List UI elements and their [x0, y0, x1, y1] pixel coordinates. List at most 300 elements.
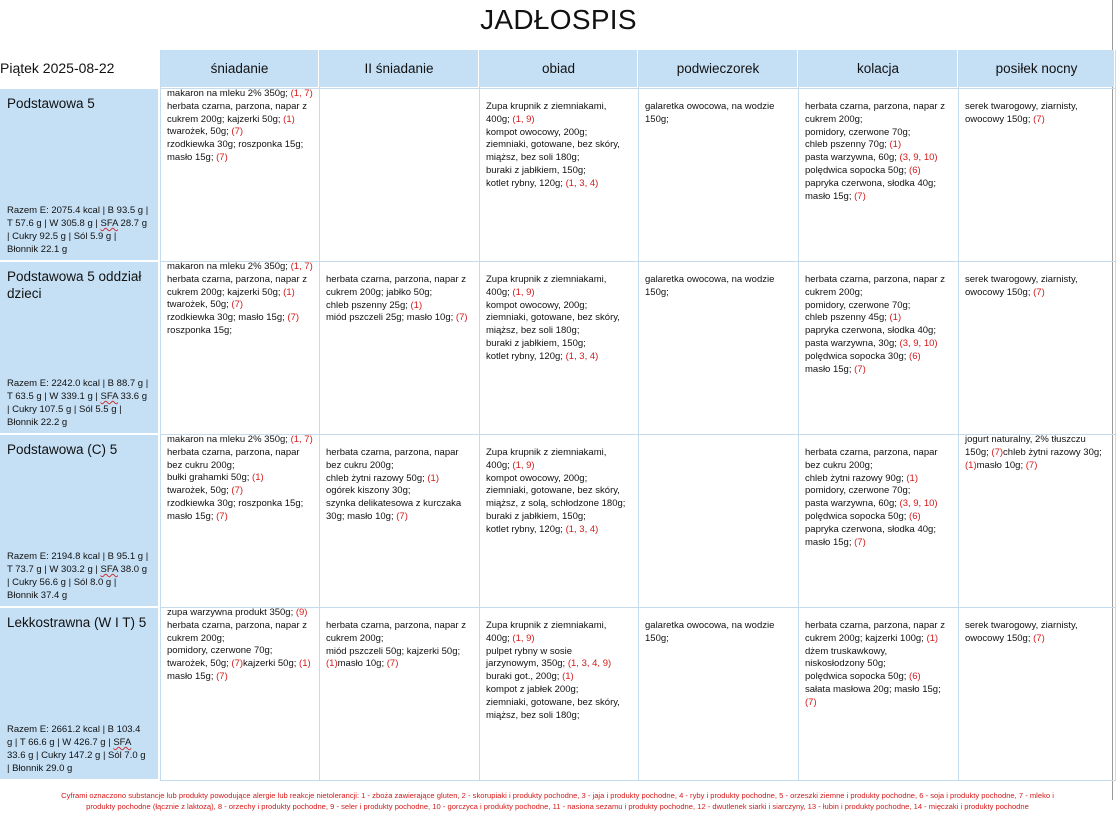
- menu-line: [167, 312, 315, 325]
- menu-line: [326, 646, 475, 659]
- allergen-codes: (7): [231, 299, 244, 311]
- allergen-codes: (1): [283, 286, 295, 298]
- column-header-1: śniadanie: [161, 50, 318, 87]
- menu-line: [167, 633, 315, 646]
- allergen-codes: (1, 9): [512, 459, 535, 471]
- summary-line: Błonnik 37.4 g: [7, 590, 68, 601]
- menu-line: [486, 351, 634, 364]
- menu-line: [805, 537, 954, 550]
- menu-line: [805, 191, 954, 204]
- menu-line: [645, 620, 794, 633]
- allergen-codes: (1, 7): [290, 434, 313, 445]
- grid-vline: [479, 50, 480, 781]
- allergen-codes: (6): [909, 510, 921, 522]
- allergen-codes: (1, 3, 4): [565, 523, 599, 535]
- menu-line: [805, 274, 954, 287]
- menu-line: [486, 684, 634, 697]
- allergen-codes: (7): [854, 190, 866, 202]
- menu-line: [965, 434, 1111, 447]
- menu-line: [965, 447, 1111, 460]
- summary-text: g | T 66.6 g | W 426.7 g |: [7, 737, 114, 748]
- menu-line: [486, 139, 634, 152]
- meal-cell-śniadanie: [167, 88, 318, 165]
- dish-text: cukrem 200g;: [326, 632, 384, 644]
- menu-line: [326, 658, 475, 671]
- allergen-codes: (1, 9): [512, 113, 535, 125]
- dish-text: twarożek, 50g;: [167, 658, 232, 670]
- menu-line: [805, 312, 954, 325]
- dish-text: makaron na mleku 2% 350g;: [167, 434, 291, 445]
- grid-vline: [319, 50, 320, 781]
- sfa-label: SFA: [100, 218, 118, 229]
- dish-text: 400g;: [486, 113, 513, 125]
- allergen-codes: (1): [299, 658, 311, 670]
- meal-cell-kolacja: [805, 620, 957, 710]
- summary-line: | Cukry 107.5 g | Sól 5.5 g |: [7, 404, 122, 415]
- menu-line: [167, 658, 315, 671]
- dish-text: herbata czarna, parzona, napar z: [167, 273, 307, 285]
- meal-cell-II-śniadanie: [326, 274, 478, 325]
- column-header-6: posiłek nocny: [959, 50, 1114, 87]
- diet-nutrition-summary: [7, 204, 154, 256]
- page-title: JADŁOSPIS: [480, 4, 637, 35]
- grid-vline: [958, 50, 959, 781]
- dish-text: cukrem 200g; kajzerki 100g;: [805, 632, 927, 644]
- menu-line: [645, 101, 794, 114]
- meal-cell-obiad: [486, 274, 637, 364]
- dish-text: ziemniaki, gotowane, bez skóry,: [486, 485, 620, 497]
- menu-line: [167, 274, 315, 287]
- allergen-codes: (1): [965, 459, 977, 471]
- meal-cell-kolacja: [805, 447, 957, 549]
- menu-line: [645, 274, 794, 287]
- menu-line: [167, 152, 315, 165]
- dish-text: herbata czarna, parzona, napar z: [167, 619, 307, 631]
- dish-text: sałata masłowa 20g; masło 15g;: [805, 683, 941, 695]
- menu-line: [326, 312, 475, 325]
- allergen-codes: (1): [326, 658, 338, 670]
- grid-hline: [161, 780, 1116, 781]
- allergen-codes: (7): [287, 312, 300, 324]
- summary-text: T 63.5 g | W 339.1 g |: [7, 391, 101, 402]
- menu-line: [486, 620, 634, 633]
- summary-line: | Cukry 92.5 g | Sól 5.9 g |: [7, 231, 117, 242]
- menu-line: [326, 498, 475, 511]
- menu-line: [167, 460, 315, 473]
- menu-line: [167, 299, 315, 312]
- menu-line: [486, 485, 634, 498]
- dish-text: herbata czarna, parzona, napar z: [326, 620, 466, 631]
- summary-line: Razem E: 2242.0 kcal | B 88.7 g |: [7, 378, 149, 389]
- allergen-codes: (1): [926, 632, 939, 644]
- menu-line: [965, 620, 1111, 633]
- dish-text: cukrem 200g; kajzerki 50g;: [167, 286, 284, 298]
- dish-text: roszponka 15g;: [167, 324, 232, 336]
- dish-text: 150g;: [645, 113, 669, 125]
- menu-line: [326, 485, 475, 498]
- dish-text: jarzynowym, 350g;: [486, 658, 568, 670]
- dish-text: 150g;: [645, 632, 669, 644]
- dish-text: owocowy 150g;: [965, 286, 1034, 298]
- meal-cell-posiłek-nocny: [965, 434, 1114, 472]
- menu-line: [167, 114, 315, 127]
- menu-line: [486, 460, 634, 473]
- allergen-codes: (7): [216, 510, 228, 522]
- allergen-codes: (1, 9): [512, 286, 535, 298]
- allergen-codes: (7): [216, 670, 228, 682]
- summary-text: 38.0 g: [117, 564, 147, 575]
- dish-text: herbata czarna, parzona, napar: [805, 447, 938, 458]
- summary-line: Błonnik 22.2 g: [7, 417, 68, 428]
- diet-nutrition-summary: [7, 377, 154, 429]
- menu-line: [805, 178, 954, 191]
- dish-text: kompot z jabłek 200g;: [486, 683, 579, 695]
- menu-line: [167, 511, 315, 524]
- menu-line: [805, 460, 954, 473]
- dish-text: szynka delikatesowa z kurczaka: [326, 498, 462, 510]
- allergen-codes: (7): [386, 658, 399, 670]
- summary-text: 28.7 g: [117, 218, 147, 229]
- menu-line: [965, 274, 1111, 287]
- menu-line: [805, 351, 954, 364]
- summary-line: Razem E: 2075.4 kcal | B 93.5 g |: [7, 205, 149, 216]
- dish-text: 150g;: [965, 446, 992, 458]
- dish-text: 400g;: [486, 459, 513, 471]
- dish-text: kompot owocowy, 200g;: [486, 299, 588, 311]
- menu-line: [326, 633, 475, 646]
- dish-text: ziemniaki, gotowane, bez skóry,: [486, 696, 620, 708]
- allergen-codes: (6): [909, 350, 921, 362]
- menu-line: [805, 671, 954, 684]
- menu-line: [805, 524, 954, 537]
- allergen-codes: (7): [231, 658, 244, 670]
- dish-text: masło 15g;: [167, 510, 217, 522]
- menu-line: [167, 472, 315, 485]
- dish-text: miąższ, bez soli 180g;: [486, 325, 580, 337]
- menu-line: [965, 114, 1111, 127]
- menu-line: [486, 447, 634, 460]
- menu-line: [805, 646, 954, 659]
- menu-line: [805, 633, 954, 646]
- allergen-codes: (7): [396, 510, 408, 522]
- dish-text: herbata czarna, parzona, napar z: [805, 620, 945, 631]
- dish-text: kotlet rybny, 120g;: [486, 350, 566, 362]
- dish-text: ogórek kiszony 30g;: [326, 485, 411, 497]
- diet-label: [0, 608, 158, 779]
- meal-cell-podwieczorek: [645, 620, 797, 646]
- menu-line: [167, 434, 315, 447]
- menu-line: [167, 498, 315, 511]
- menu-line: [486, 524, 634, 537]
- summary-line: [7, 563, 154, 576]
- menu-line: [805, 684, 954, 697]
- menu-line: [486, 710, 634, 723]
- dish-text: pulpet rybny w sosie: [486, 645, 573, 657]
- menu-line: [167, 139, 315, 152]
- menu-line: [805, 658, 954, 671]
- allergen-codes: (1, 3, 4): [565, 350, 599, 362]
- menu-line: [486, 671, 634, 684]
- meal-cell-obiad: [486, 101, 637, 191]
- sfa-label: SFA: [113, 737, 132, 748]
- column-header-2: II śniadanie: [320, 50, 478, 87]
- menu-line: [486, 152, 634, 165]
- dish-text: rzodkiewka 30g; roszponka 15g;: [167, 139, 304, 151]
- dish-text: rzodkiewka 30g; masło 15g;: [167, 312, 288, 324]
- menu-line: [805, 325, 954, 338]
- dish-text: miąższ, bez soli 180g;: [486, 709, 580, 721]
- dish-text: serek twarogowy, ziarnisty,: [965, 620, 1078, 631]
- allergen-codes: (3, 9, 10): [899, 498, 938, 510]
- menu-line: [486, 165, 634, 178]
- dish-text: herbata czarna, parzona, napar z: [805, 101, 945, 112]
- summary-line: Razem E: 2194.8 kcal | B 95.1 g |: [7, 551, 149, 562]
- dish-text: herbata czarna, parzona, napar: [326, 447, 459, 458]
- allergen-codes: (9): [295, 607, 308, 618]
- column-header-3: obiad: [480, 50, 637, 87]
- dish-text: bez cukru 200g;: [167, 459, 235, 471]
- dish-text: buraki z jabłkiem, 150g;: [486, 337, 586, 349]
- menu-line: [486, 300, 634, 313]
- allergen-codes: (7): [231, 126, 244, 138]
- menu-line: [805, 620, 954, 633]
- summary-line: [7, 736, 154, 749]
- meal-cell-kolacja: [805, 274, 957, 376]
- allergen-codes: (7): [1033, 632, 1045, 644]
- dish-text: papryka czerwona, słodka 40g;: [805, 325, 936, 337]
- menu-line: [645, 114, 794, 127]
- dish-text: chleb pszenny 70g;: [805, 139, 890, 151]
- menu-line: [805, 447, 954, 460]
- menu-line: [486, 287, 634, 300]
- allergen-codes: (3, 9, 10): [899, 337, 938, 349]
- dish-text: owocowy 150g;: [965, 632, 1034, 644]
- summary-line: Błonnik 22.1 g: [7, 244, 68, 255]
- dish-text: Zupa krupnik z ziemniakami,: [486, 620, 607, 631]
- diet-name: Podstawowa 5 oddział dzieci: [7, 269, 142, 301]
- dish-text: pomidory, czerwone 70g;: [167, 645, 273, 657]
- dish-text: pomidory, czerwone 70g;: [805, 485, 911, 497]
- meal-cell-śniadanie: [167, 434, 318, 524]
- diet-nutrition-summary: [7, 723, 154, 775]
- menu-line: [167, 126, 315, 139]
- dish-text: Zupa krupnik z ziemniakami,: [486, 101, 607, 112]
- menu-line: [167, 607, 315, 620]
- allergen-codes: (1): [889, 312, 902, 324]
- allergen-codes: (7): [991, 446, 1004, 458]
- dish-text: pomidory, czerwone 70g;: [805, 299, 911, 311]
- sfa-label: SFA: [100, 391, 118, 402]
- dish-text: pasta warzywna, 60g;: [805, 498, 900, 510]
- menu-line: [486, 473, 634, 486]
- menu-line: [326, 300, 475, 313]
- dish-text: cukrem 200g;: [805, 286, 863, 298]
- dish-text: herbata czarna, parzona, napar z: [805, 274, 945, 285]
- menu-line: [326, 620, 475, 633]
- dish-text: ziemniaki, gotowane, bez skóry,: [486, 139, 620, 151]
- diet-label: [0, 262, 158, 433]
- allergen-codes: (1, 7): [290, 261, 313, 272]
- menu-line: [326, 460, 475, 473]
- summary-line: Razem E: 2661.2 kcal | B 103.4: [7, 724, 141, 735]
- menu-line: [805, 127, 954, 140]
- dish-text: cukrem 200g;: [167, 632, 225, 644]
- allergen-legend: [6, 790, 1109, 812]
- menu-line: [965, 287, 1111, 300]
- meal-cell-posiłek-nocny: [965, 274, 1114, 300]
- allergen-legend-line-2: produkty pochodne (łącznie z laktozą), 8 - orzechy i produkty pochodne, 9 - seler i produkty pochodne, 10 - gorczyca i produkty pochodne, 11 - nasiona sezamu i produkty pochodne, 12 - dwutlenek siarki i siarczyny, 13 - łubin i produkty pochodne, 14 - mięczaki i produkty pochodne: [86, 802, 1029, 811]
- sfa-label: SFA: [100, 564, 118, 575]
- dish-text: pomidory, czerwone 70g;: [805, 126, 911, 138]
- summary-text: T 73.7 g | W 303.2 g |: [7, 564, 101, 575]
- dish-text: masło 15g;: [805, 536, 855, 548]
- meal-cell-obiad: [486, 620, 637, 722]
- dish-text: miód pszczeli 50g; kajzerki 50g;: [326, 645, 461, 657]
- summary-line: [7, 217, 154, 230]
- menu-line: [486, 498, 634, 511]
- allergen-codes: (1): [427, 472, 440, 484]
- meal-cell-posiłek-nocny: [965, 101, 1114, 127]
- dish-text: polędwica sopocka 50g;: [805, 164, 910, 176]
- allergen-codes: (7): [1033, 286, 1045, 298]
- dish-text: chleb żytni razowy 50g;: [326, 472, 428, 484]
- meal-cell-podwieczorek: [645, 274, 797, 300]
- dish-text: makaron na mleku 2% 350g;: [167, 88, 291, 99]
- diet-name: Lekkostrawna (W I T) 5: [7, 615, 147, 630]
- menu-line: [167, 101, 315, 114]
- menu-line: [326, 447, 475, 460]
- menu-line: [805, 473, 954, 486]
- meal-cell-II-śniadanie: [326, 447, 478, 524]
- summary-line: | Błonnik 29.0 g: [7, 763, 73, 774]
- menu-line: [805, 152, 954, 165]
- menu-line: [486, 312, 634, 325]
- menu-line: [326, 274, 475, 287]
- dish-text: 30g; masło 10g;: [326, 510, 397, 522]
- dish-text: pasta warzywna, 30g;: [805, 337, 900, 349]
- menu-line: [167, 261, 315, 274]
- dish-text: polędwica sopocka 50g;: [805, 671, 910, 683]
- menu-line: [167, 88, 315, 101]
- allergen-codes: (7): [455, 312, 468, 324]
- menu-line: [805, 287, 954, 300]
- dish-text: polędwica sopocka 30g;: [805, 350, 910, 362]
- dish-text: masło 15g;: [167, 151, 217, 163]
- allergen-codes: (1): [889, 139, 902, 151]
- allergen-codes: (1, 3, 4, 9): [567, 658, 612, 670]
- diet-name: Podstawowa 5: [7, 96, 95, 111]
- dish-text: 400g;: [486, 286, 513, 298]
- allergen-codes: (7): [854, 536, 866, 548]
- summary-line: 33.6 g | Cukry 147.2 g | Sól 7.0 g: [7, 750, 146, 761]
- meal-cell-śniadanie: [167, 261, 318, 338]
- column-header-5: kolacja: [799, 50, 957, 87]
- menu-line: [805, 114, 954, 127]
- allergen-codes: (1, 9): [512, 632, 535, 644]
- meal-cell-obiad: [486, 447, 637, 537]
- dish-text: buraki got., 200g;: [486, 671, 563, 683]
- allergen-codes: (1): [283, 113, 295, 125]
- allergen-codes: (6): [909, 671, 921, 683]
- dish-text: chleb pszenny 45g;: [805, 312, 890, 324]
- dish-text: twarożek, 50g;: [167, 299, 232, 311]
- dish-text: chleb pszenny 25g;: [326, 299, 411, 311]
- menu-line: [805, 697, 954, 710]
- menu-line: [805, 101, 954, 114]
- menu-line: [805, 139, 954, 152]
- allergen-codes: (7): [1033, 113, 1045, 125]
- dish-text: herbata czarna, parzona, napar: [167, 446, 300, 458]
- menu-line: [167, 325, 315, 338]
- dish-text: kajzerki 50g;: [243, 658, 300, 670]
- menu-date: Piątek 2025-08-22: [0, 60, 115, 76]
- dish-text: masło 15g;: [805, 363, 855, 375]
- menu-line: [645, 633, 794, 646]
- dish-text: zupa warzywna produkt 350g;: [167, 607, 296, 618]
- menu-line: [167, 485, 315, 498]
- menu-line: [486, 338, 634, 351]
- dish-text: 150g;: [645, 286, 669, 298]
- grid-vline: [638, 50, 639, 781]
- dish-text: kotlet rybny, 120g;: [486, 523, 566, 535]
- meal-cell-II-śniadanie: [326, 620, 478, 671]
- menu-line: [486, 127, 634, 140]
- dish-text: cukrem 200g; jabłko 50g;: [326, 286, 433, 298]
- dish-text: cukrem 200g; kajzerki 50g;: [167, 113, 284, 125]
- menu-line: [805, 511, 954, 524]
- allergen-codes: (7): [854, 363, 866, 375]
- dish-text: miąższ, z solą, schłodzone 180g;: [486, 498, 626, 510]
- dish-text: ziemniaki, gotowane, bez skóry,: [486, 312, 620, 324]
- allergen-codes: (1): [410, 299, 423, 311]
- dish-text: chleb żytni razowy 90g;: [805, 472, 907, 484]
- meal-cell-podwieczorek: [645, 101, 797, 127]
- diet-label: [0, 435, 158, 606]
- dish-text: herbata czarna, parzona, napar z: [326, 274, 466, 285]
- summary-line: [7, 390, 154, 403]
- summary-text: T 57.6 g | W 305.8 g |: [7, 218, 101, 229]
- allergen-codes: (7): [805, 696, 817, 708]
- menu-line: [645, 287, 794, 300]
- grid-vline: [798, 50, 799, 781]
- dish-text: kompot owocowy, 200g;: [486, 126, 588, 138]
- summary-text: 33.6 g: [117, 391, 147, 402]
- column-header-4: podwieczorek: [639, 50, 797, 87]
- allergen-codes: (1, 7): [290, 88, 313, 99]
- menu-line: [805, 338, 954, 351]
- meal-cell-kolacja: [805, 101, 957, 203]
- dish-text: masło 15g;: [167, 670, 217, 682]
- menu-line: [486, 633, 634, 646]
- dish-text: bułki grahamki 50g;: [167, 472, 253, 484]
- menu-line: [805, 364, 954, 377]
- menu-line: [805, 300, 954, 313]
- dish-text: cukrem 200g;: [805, 113, 863, 125]
- menu-line: [486, 658, 634, 671]
- dish-text: papryka czerwona, słodka 40g;: [805, 523, 936, 535]
- grid-vline: [1115, 50, 1116, 781]
- allergen-codes: (6): [909, 164, 921, 176]
- menu-line: [167, 447, 315, 460]
- allergen-codes: (3, 9, 10): [899, 152, 938, 164]
- diet-label: [0, 89, 158, 260]
- menu-line: [486, 511, 634, 524]
- menu-line: [965, 633, 1111, 646]
- menu-line: [805, 485, 954, 498]
- menu-line: [486, 325, 634, 338]
- allergen-codes: (1): [252, 472, 264, 484]
- menu-line: [326, 473, 475, 486]
